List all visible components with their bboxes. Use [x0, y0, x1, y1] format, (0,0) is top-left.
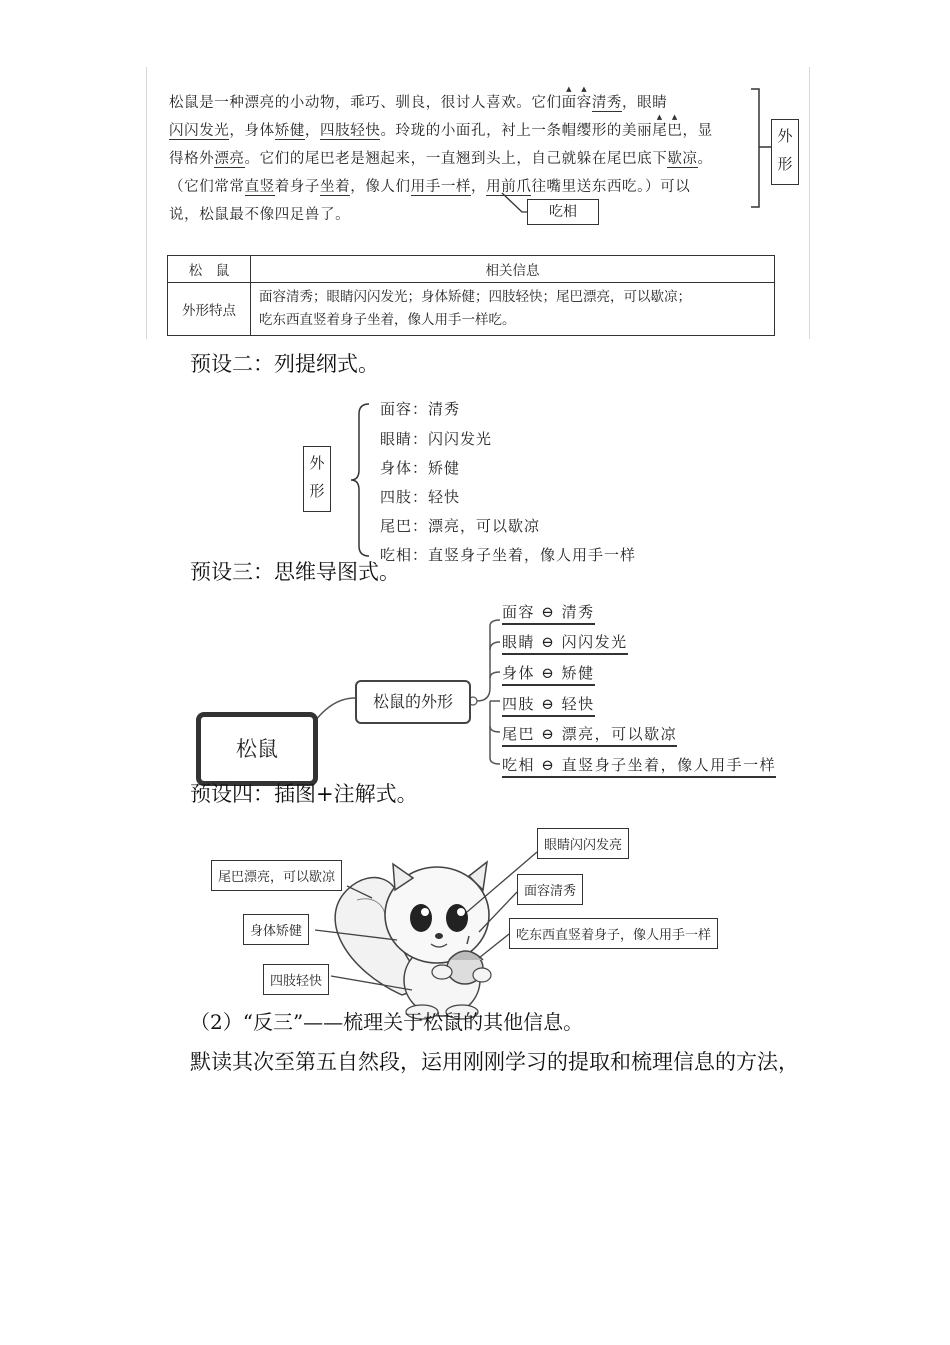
outline-item: 四肢：轻快	[380, 488, 461, 506]
illustration-figure	[197, 820, 755, 1023]
underlined-keyword: 清秀	[591, 95, 623, 111]
outline-item: 面容：清秀	[380, 400, 461, 418]
outline-item: 眼睛：闪闪发光	[380, 430, 493, 448]
outline-item: 尾巴：漂亮，可以歇凉	[380, 517, 541, 535]
paragraph-text: ，身体	[229, 123, 275, 139]
marked-char: 面 ▲	[562, 95, 577, 111]
eat-label-box: 吃相	[527, 199, 599, 225]
table-header-cell: 松 鼠	[168, 256, 251, 283]
callout-body: 身体矫健	[243, 914, 309, 945]
paragraph-text: 说，松鼠最不像四足兽了。	[169, 207, 351, 223]
paragraph-text: 。	[697, 151, 713, 167]
caption-fansan: （2）“反三”——梳理关于松鼠的其他信息。	[190, 1010, 584, 1034]
marked-char: 巴 ▲	[667, 123, 682, 139]
info-table	[167, 255, 775, 336]
paragraph-text: ，眼睛	[622, 95, 668, 111]
underlined-keyword: 用前爪	[486, 179, 532, 195]
callout-face: 面容清秀	[517, 874, 583, 905]
underlined-keyword: 用手一样	[410, 179, 472, 195]
underlined-keyword: 坐着	[320, 179, 351, 195]
paragraph-text: （它们常常	[169, 179, 245, 195]
annotated-paragraph-figure	[146, 67, 810, 339]
table-row-label: 外形特点	[168, 283, 251, 336]
paragraph-text: ，显	[682, 123, 713, 139]
paragraph-text: 得格外	[169, 151, 215, 167]
marked-char: 容 ▲	[577, 95, 592, 111]
paragraph-text: ，	[471, 179, 487, 195]
mindmap-branch: 松鼠的外形	[355, 680, 471, 724]
callout-eat: 吃东西直竖着身子，像人用手一样	[509, 918, 718, 949]
paragraph-text: ，像人们	[350, 179, 411, 195]
mindmap-item: 面容 ⊖ 清秀	[502, 601, 595, 625]
underlined-keyword: 四肢轻快	[320, 123, 381, 139]
side-label-box: 外形	[771, 119, 799, 185]
outline-figure	[281, 394, 671, 566]
outline-label-box: 外形	[303, 446, 331, 512]
mindmap-item: 四肢 ⊖ 轻快	[502, 693, 595, 717]
mindmap-item: 吃相 ⊖ 直竖身子坐着，像人用手一样	[502, 754, 776, 778]
paragraph-text: ，	[304, 123, 321, 139]
mindmap-root: 松鼠	[196, 712, 318, 786]
outline-item: 身体：矫健	[380, 459, 461, 477]
caption-preset2: 预设二：列提纲式。	[190, 352, 379, 376]
table-header-cell: 相关信息	[251, 256, 775, 283]
marked-char: 尾 ▲	[652, 123, 667, 139]
outline-brace	[281, 394, 671, 566]
table-row-line: 吃东西直竖着身子坐着，像人用手一样吃。	[259, 312, 516, 328]
underlined-keyword: 闪闪发光	[169, 123, 230, 139]
paragraph-text: 。玲珑的小面孔，衬上一条帽缨形的美丽	[380, 123, 653, 139]
caption-preset3: 预设三：思维导图式。	[190, 560, 400, 584]
table-row-line: 面容清秀；眼睛闪闪发光；身体矫健；四肢轻快；尾巴漂亮，可以歇凉；	[259, 289, 691, 305]
underlined-keyword: 漂亮	[214, 151, 245, 167]
caption-preset4: 预设四：插图+注解式。	[190, 782, 418, 806]
underlined-keyword: 矫健	[274, 123, 305, 139]
mindmap-item: 眼睛 ⊖ 闪闪发光	[502, 631, 628, 655]
callout-tail: 尾巴漂亮，可以歇凉	[211, 860, 342, 891]
paragraph-text: 着身子	[274, 179, 321, 195]
underlined-keyword: 歇凉	[667, 151, 698, 167]
paragraph-text: 。它们的尾巴老是翘起来，一直翘到头上，自己就躲在尾巴底下	[244, 151, 668, 167]
callout-eyes: 眼睛闪闪发亮	[537, 828, 629, 859]
paragraph-text: 松鼠是一种漂亮的小动物，乖巧、驯良，很讨人喜欢。它们	[169, 95, 562, 111]
mindmap-item: 身体 ⊖ 矫健	[502, 662, 595, 686]
instruction-line: 默读其次至第五自然段，运用刚刚学习的提取和梳理信息的方法，	[190, 1050, 799, 1074]
mindmap-figure	[190, 598, 816, 790]
callout-limbs: 四肢轻快	[263, 964, 329, 995]
outline-item: 吃相：直竖身子坐着，像人用手一样	[380, 546, 637, 564]
mindmap-item: 尾巴 ⊖ 漂亮，可以歇凉	[502, 723, 677, 747]
table-row-value	[251, 283, 775, 336]
paragraph-text: 往嘴里送东西吃。）可以	[531, 179, 691, 195]
underlined-keyword: 直竖	[244, 179, 275, 195]
